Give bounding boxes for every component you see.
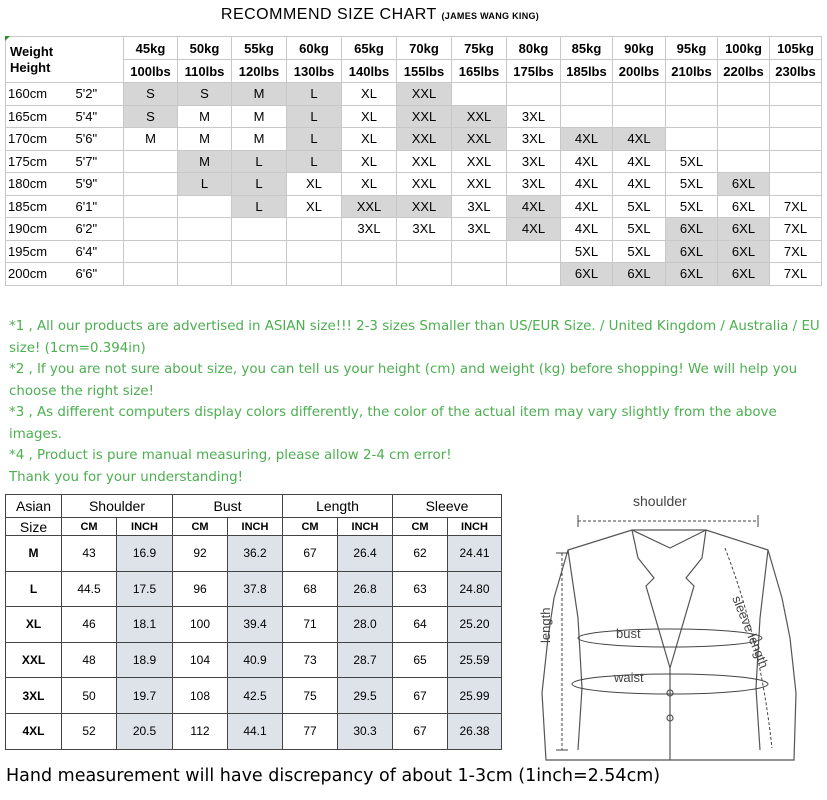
size-cell: L xyxy=(232,173,287,196)
note-thanks: Thank you for your understanding! xyxy=(9,469,243,485)
size-cell xyxy=(561,105,613,128)
inch-value: 24.80 xyxy=(448,571,502,607)
measure-lines xyxy=(556,515,772,750)
size-cell: XL xyxy=(342,105,397,128)
size-cell: M xyxy=(178,128,232,151)
asian-label: Asian xyxy=(6,495,62,518)
cm-value: 48 xyxy=(62,642,117,678)
measure-row xyxy=(6,642,502,678)
cm-value: 64 xyxy=(393,607,448,643)
size-row xyxy=(6,195,822,218)
cm-value: 68 xyxy=(283,571,338,607)
waist-label: waist xyxy=(614,670,644,685)
measure-size: XL xyxy=(6,607,62,643)
height-cm: 180cm xyxy=(6,173,72,196)
size-cell: XXL xyxy=(397,128,452,151)
note-2: *2 , If you are not sure about size, you can tell us your height (cm) and weight (kg) before shopping! We will help you choose the right size! xyxy=(9,362,798,399)
size-row xyxy=(6,83,822,106)
size-cell: XL xyxy=(342,150,397,173)
chart-title-brand: (JAMES WANG KING) xyxy=(441,11,540,21)
inch-value: 30.3 xyxy=(338,713,393,749)
kg-header: 85kg xyxy=(561,37,613,60)
kg-header: 60kg xyxy=(287,37,342,60)
size-cell: L xyxy=(287,128,342,151)
size-cell: 6XL xyxy=(666,263,718,286)
size-cell: 3XL xyxy=(452,195,507,218)
unit-inch: INCH xyxy=(117,518,173,536)
kg-header: 100kg xyxy=(718,37,770,60)
corner-cell xyxy=(6,37,124,83)
lbs-header: 120lbs xyxy=(232,60,287,83)
height-label: Height xyxy=(10,59,51,75)
measure-size: XXL xyxy=(6,642,62,678)
size-cell xyxy=(232,218,287,241)
inch-value: 26.8 xyxy=(338,571,393,607)
size-cell xyxy=(561,83,613,106)
measurement-table xyxy=(5,494,502,750)
lbs-header: 100lbs xyxy=(124,60,178,83)
size-cell: L xyxy=(287,150,342,173)
size-cell: 6XL xyxy=(666,240,718,263)
size-cell xyxy=(666,105,718,128)
lbs-header: 130lbs xyxy=(287,60,342,83)
measure-size: 4XL xyxy=(6,713,62,749)
weight-label: Weight xyxy=(10,43,54,59)
cm-value: 96 xyxy=(173,571,228,607)
lbs-header: 165lbs xyxy=(452,60,507,83)
kg-header: 105kg xyxy=(770,37,822,60)
size-cell: 3XL xyxy=(397,218,452,241)
measure-group: Sleeve xyxy=(393,495,502,518)
unit-inch: INCH xyxy=(228,518,283,536)
measure-row xyxy=(6,713,502,749)
size-cell xyxy=(770,128,822,151)
unit-cm: CM xyxy=(393,518,448,536)
inch-value: 16.9 xyxy=(117,536,173,572)
inch-value: 44.1 xyxy=(228,713,283,749)
size-cell: XXL xyxy=(397,150,452,173)
size-cell: M xyxy=(232,105,287,128)
size-cell: XL xyxy=(342,128,397,151)
size-cell: 6XL xyxy=(613,263,666,286)
cm-value: 112 xyxy=(173,713,228,749)
inch-value: 26.38 xyxy=(448,713,502,749)
size-cell: 3XL xyxy=(452,218,507,241)
cm-value: 73 xyxy=(283,642,338,678)
size-cell xyxy=(507,240,561,263)
size-cell xyxy=(287,240,342,263)
inch-value: 28.0 xyxy=(338,607,393,643)
size-cell: 7XL xyxy=(770,218,822,241)
inch-value: 42.5 xyxy=(228,678,283,714)
size-cell: 4XL xyxy=(507,218,561,241)
unit-cm: CM xyxy=(62,518,117,536)
size-cell xyxy=(666,83,718,106)
size-cell: XL xyxy=(342,83,397,106)
lbs-header-row xyxy=(6,60,822,83)
size-row xyxy=(6,128,822,151)
inch-value: 37.8 xyxy=(228,571,283,607)
kg-header: 45kg xyxy=(124,37,178,60)
size-cell xyxy=(342,263,397,286)
size-cell: 6XL xyxy=(718,263,770,286)
cm-value: 43 xyxy=(62,536,117,572)
size-cell: 6XL xyxy=(718,173,770,196)
size-cell xyxy=(452,263,507,286)
height-ft: 6'6" xyxy=(72,263,124,286)
height-ft: 5'6" xyxy=(72,128,124,151)
lbs-header: 185lbs xyxy=(561,60,613,83)
kg-header: 65kg xyxy=(342,37,397,60)
cm-value: 104 xyxy=(173,642,228,678)
size-cell: S xyxy=(124,83,178,106)
size-cell xyxy=(666,128,718,151)
lbs-header: 110lbs xyxy=(178,60,232,83)
size-row xyxy=(6,173,822,196)
size-cell: 4XL xyxy=(613,128,666,151)
cm-value: 67 xyxy=(393,713,448,749)
size-cell: L xyxy=(287,83,342,106)
kg-header: 55kg xyxy=(232,37,287,60)
kg-header: 50kg xyxy=(178,37,232,60)
size-cell: 6XL xyxy=(718,240,770,263)
inch-value: 20.5 xyxy=(117,713,173,749)
height-cm: 170cm xyxy=(6,128,72,151)
cm-value: 77 xyxy=(283,713,338,749)
cm-value: 44.5 xyxy=(62,571,117,607)
size-cell xyxy=(178,263,232,286)
size-cell xyxy=(397,263,452,286)
size-cell: 5XL xyxy=(613,240,666,263)
cm-value: 67 xyxy=(283,536,338,572)
height-ft: 6'4" xyxy=(72,240,124,263)
size-cell: XXL xyxy=(397,195,452,218)
lbs-header: 175lbs xyxy=(507,60,561,83)
size-cell xyxy=(178,240,232,263)
kg-header-row xyxy=(6,37,822,60)
size-cell: L xyxy=(287,105,342,128)
size-cell: XXL xyxy=(397,173,452,196)
size-cell: M xyxy=(232,83,287,106)
cm-value: 71 xyxy=(283,607,338,643)
size-cell: XL xyxy=(287,173,342,196)
lbs-header: 220lbs xyxy=(718,60,770,83)
size-cell xyxy=(397,240,452,263)
inch-value: 19.7 xyxy=(117,678,173,714)
measure-unit-row xyxy=(6,518,502,536)
inch-value: 18.9 xyxy=(117,642,173,678)
size-cell xyxy=(287,218,342,241)
size-cell xyxy=(124,263,178,286)
size-cell: 4XL xyxy=(561,128,613,151)
measure-group: Bust xyxy=(173,495,283,518)
size-cell: 7XL xyxy=(770,263,822,286)
inch-value: 17.5 xyxy=(117,571,173,607)
size-cell: 5XL xyxy=(561,240,613,263)
height-cm: 175cm xyxy=(6,150,72,173)
inch-value: 28.7 xyxy=(338,642,393,678)
inch-value: 18.1 xyxy=(117,607,173,643)
measure-row xyxy=(6,571,502,607)
size-cell: 7XL xyxy=(770,240,822,263)
size-cell: 4XL xyxy=(561,173,613,196)
size-cell: M xyxy=(232,128,287,151)
cm-value: 100 xyxy=(173,607,228,643)
size-cell: XXL xyxy=(397,83,452,106)
size-row xyxy=(6,240,822,263)
length-label: length xyxy=(538,607,553,643)
size-cell xyxy=(718,83,770,106)
size-cell: XXL xyxy=(452,150,507,173)
measure-size: 3XL xyxy=(6,678,62,714)
lbs-header: 155lbs xyxy=(397,60,452,83)
size-cell xyxy=(124,240,178,263)
size-cell xyxy=(770,150,822,173)
unit-inch: INCH xyxy=(448,518,502,536)
size-cell: 3XL xyxy=(507,128,561,151)
inch-value: 26.4 xyxy=(338,536,393,572)
height-ft: 5'9" xyxy=(72,173,124,196)
height-ft: 6'1" xyxy=(72,195,124,218)
notes xyxy=(9,316,821,488)
unit-cm: CM xyxy=(283,518,338,536)
kg-header: 75kg xyxy=(452,37,507,60)
size-row xyxy=(6,218,822,241)
size-cell xyxy=(452,83,507,106)
size-cell: L xyxy=(232,195,287,218)
size-cell: XXL xyxy=(452,173,507,196)
size-cell xyxy=(613,105,666,128)
lbs-header: 200lbs xyxy=(613,60,666,83)
note-1: *1 , All our products are advertised in ASIAN size!!! 2-3 sizes Smaller than US/EUR Size. / United Kingdom / Australia / EU size! (1cm=0.394in) xyxy=(9,319,820,356)
cm-value: 67 xyxy=(393,678,448,714)
size-cell xyxy=(613,83,666,106)
measure-row xyxy=(6,607,502,643)
size-cell: 4XL xyxy=(613,173,666,196)
cm-value: 50 xyxy=(62,678,117,714)
lbs-header: 210lbs xyxy=(666,60,718,83)
size-cell: 3XL xyxy=(507,105,561,128)
corner-marker xyxy=(5,36,10,41)
size-cell: L xyxy=(178,173,232,196)
measure-size: L xyxy=(6,571,62,607)
note-3: *3 , As different computers display colors differently, the color of the actual item may vary slightly from the above images. xyxy=(9,405,777,442)
size-cell: XL xyxy=(342,173,397,196)
size-cell: XXL xyxy=(452,128,507,151)
shoulder-label: shoulder xyxy=(633,493,687,509)
size-cell xyxy=(124,218,178,241)
size-cell: 5XL xyxy=(666,173,718,196)
chart-title xyxy=(0,6,760,24)
size-cell xyxy=(718,105,770,128)
inch-value: 25.99 xyxy=(448,678,502,714)
size-cell: 3XL xyxy=(507,173,561,196)
kg-header: 95kg xyxy=(666,37,718,60)
unit-cm: CM xyxy=(173,518,228,536)
size-cell: 4XL xyxy=(613,150,666,173)
size-cell: 6XL xyxy=(561,263,613,286)
note-4: *4 , Product is pure manual measuring, please allow 2-4 cm error! xyxy=(9,448,452,463)
size-cell: S xyxy=(124,105,178,128)
cm-value: 92 xyxy=(173,536,228,572)
size-cell: 4XL xyxy=(507,195,561,218)
size-cell xyxy=(507,263,561,286)
measure-group-row xyxy=(6,495,502,518)
cm-value: 63 xyxy=(393,571,448,607)
size-cell xyxy=(770,83,822,106)
size-cell xyxy=(232,240,287,263)
cm-value: 108 xyxy=(173,678,228,714)
size-cell: L xyxy=(232,150,287,173)
size-cell: XL xyxy=(287,195,342,218)
measure-group: Shoulder xyxy=(62,495,173,518)
size-cell xyxy=(178,218,232,241)
footer-note: Hand measurement will have discrepancy of about 1-3cm (1inch=2.54cm) xyxy=(6,766,661,786)
inch-value: 29.5 xyxy=(338,678,393,714)
kg-header: 90kg xyxy=(613,37,666,60)
size-cell: M xyxy=(124,128,178,151)
size-cell: 4XL xyxy=(561,195,613,218)
size-cell: 3XL xyxy=(342,218,397,241)
cm-value: 65 xyxy=(393,642,448,678)
size-cell: XXL xyxy=(342,195,397,218)
measure-row xyxy=(6,678,502,714)
size-cell: S xyxy=(178,83,232,106)
lbs-header: 230lbs xyxy=(770,60,822,83)
kg-header: 70kg xyxy=(397,37,452,60)
size-cell xyxy=(452,240,507,263)
size-cell xyxy=(718,128,770,151)
size-cell: 4XL xyxy=(561,218,613,241)
size-cell xyxy=(507,83,561,106)
cm-value: 75 xyxy=(283,678,338,714)
height-cm: 195cm xyxy=(6,240,72,263)
height-ft: 5'4" xyxy=(72,105,124,128)
size-cell xyxy=(718,150,770,173)
size-cell: 4XL xyxy=(561,150,613,173)
jacket-diagram xyxy=(520,488,820,766)
size-cell: M xyxy=(178,150,232,173)
size-cell xyxy=(770,105,822,128)
size-cell xyxy=(124,150,178,173)
inch-value: 39.4 xyxy=(228,607,283,643)
size-label: Size xyxy=(6,518,62,536)
size-cell: 5XL xyxy=(613,218,666,241)
height-cm: 165cm xyxy=(6,105,72,128)
size-row xyxy=(6,105,822,128)
size-cell: 6XL xyxy=(718,218,770,241)
cm-value: 52 xyxy=(62,713,117,749)
height-cm: 190cm xyxy=(6,218,72,241)
size-row xyxy=(6,263,822,286)
measure-group: Length xyxy=(283,495,393,518)
size-cell xyxy=(124,195,178,218)
size-grid xyxy=(5,36,822,286)
size-cell xyxy=(770,173,822,196)
size-cell xyxy=(287,263,342,286)
size-cell: 7XL xyxy=(770,195,822,218)
size-cell: 6XL xyxy=(718,195,770,218)
inch-value: 25.20 xyxy=(448,607,502,643)
size-cell: 5XL xyxy=(666,195,718,218)
size-cell: XXL xyxy=(452,105,507,128)
size-cell xyxy=(178,195,232,218)
size-cell xyxy=(232,263,287,286)
size-cell xyxy=(124,173,178,196)
kg-header: 80kg xyxy=(507,37,561,60)
size-cell: 5XL xyxy=(613,195,666,218)
size-cell: XXL xyxy=(397,105,452,128)
height-ft: 5'2" xyxy=(72,83,124,106)
height-cm: 160cm xyxy=(6,83,72,106)
height-cm: 200cm xyxy=(6,263,72,286)
size-cell: M xyxy=(178,105,232,128)
size-row xyxy=(6,150,822,173)
height-cm: 185cm xyxy=(6,195,72,218)
size-cell: 6XL xyxy=(666,218,718,241)
unit-inch: INCH xyxy=(338,518,393,536)
inch-value: 40.9 xyxy=(228,642,283,678)
size-cell: 5XL xyxy=(666,150,718,173)
inch-value: 24.41 xyxy=(448,536,502,572)
sleeve-length-label: sleeve length xyxy=(729,593,772,671)
size-cell: 3XL xyxy=(507,150,561,173)
measure-row xyxy=(6,536,502,572)
cm-value: 46 xyxy=(62,607,117,643)
inch-value: 36.2 xyxy=(228,536,283,572)
lbs-header: 140lbs xyxy=(342,60,397,83)
chart-title-main: RECOMMEND SIZE CHART xyxy=(220,6,437,23)
height-ft: 6'2" xyxy=(72,218,124,241)
measure-size: M xyxy=(6,536,62,572)
bust-label: bust xyxy=(616,626,641,641)
cm-value: 62 xyxy=(393,536,448,572)
inch-value: 25.59 xyxy=(448,642,502,678)
size-cell xyxy=(342,240,397,263)
height-ft: 5'7" xyxy=(72,150,124,173)
